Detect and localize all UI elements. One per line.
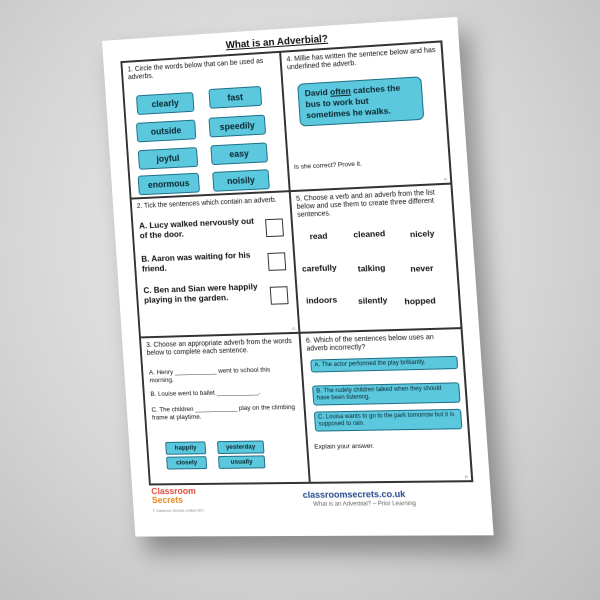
marks-label: R (464, 474, 469, 480)
copyright-text: © Classroom Secrets Limited 2017 (152, 508, 205, 513)
sentence-c: C. Ben and Sian were happily playing in the garden. (143, 281, 258, 305)
sentence-b: B. Louise went to ballet ____________. (150, 388, 261, 399)
marks-label: P (444, 176, 448, 182)
adverb-option: closely (166, 456, 207, 469)
underlined-adverb: often (329, 85, 352, 97)
question-3-prompt: 3. Choose an appropriate adverb from the words below to complete each sentence. (145, 338, 293, 357)
adverb-option: happily (165, 441, 206, 454)
question-6 (299, 328, 472, 483)
question-4-followup: Is she correct? Prove it. (293, 160, 363, 171)
sentence-a: A. Lucy walked nervously out of the door. (138, 215, 255, 241)
sentence-b: B. Aaron was waiting for his friend. (140, 249, 251, 274)
sentence-start: David (304, 86, 331, 99)
question-5 (290, 184, 462, 333)
question-grid (120, 40, 473, 485)
word-pill: speedily (208, 115, 266, 138)
word-option: read (309, 230, 328, 242)
sentence-end: catches the bus to work but sometimes he walks. (305, 82, 401, 121)
adverb-option: yesterday (217, 440, 265, 454)
word-pill: noisily (212, 169, 270, 192)
tick-box-c[interactable] (270, 286, 289, 305)
word-pill: easy (210, 142, 268, 165)
logo-line-1: Classroom (150, 485, 197, 497)
word-option: indoors (305, 294, 338, 306)
sentence-bubble (297, 76, 424, 126)
tick-box-a[interactable] (265, 218, 284, 237)
word-pill: outside (136, 120, 196, 143)
classroom-secrets-logo (151, 487, 197, 505)
question-4 (280, 41, 451, 191)
option-c[interactable]: C. Louisa wants to go to the park tomorrow but it is supposed to rain. (314, 409, 463, 432)
word-pill: enormous (138, 173, 200, 196)
question-5-prompt: 5. Choose a verb and an adverb from the list below and use them to create three different sentences. (295, 189, 435, 219)
adverb-option: usually (218, 455, 266, 469)
question-4-prompt: 4. Millie has written the sentence below and has underlined the adverb. (286, 46, 436, 72)
word-option: cleaned (353, 228, 386, 240)
logo-line-2: Secrets (151, 494, 184, 506)
worksheet-page (102, 17, 494, 537)
tick-box-b[interactable] (267, 252, 286, 271)
option-b[interactable]: B. The rudely children talked when they should have been listening. (312, 382, 461, 405)
question-1 (121, 52, 289, 199)
sentence-a: A. Henry ____________ went to school this morning. (148, 366, 271, 385)
word-option: carefully (301, 262, 337, 274)
word-option: talking (357, 262, 386, 274)
question-2 (131, 191, 300, 337)
word-option: hopped (404, 295, 437, 307)
question-6-followup: Explain your answer. (314, 442, 375, 451)
option-a[interactable]: A. The actor performed the play brilliantly. (310, 356, 458, 373)
sentence-c: C. The children ____________ play on the climbing frame at playtime. (151, 403, 296, 422)
word-pill: joyful (138, 147, 198, 170)
word-pill: clearly (136, 92, 195, 115)
footer-subtitle: What is an Adverbial? – Prior Learning (313, 501, 417, 508)
marks-label: G (291, 325, 296, 332)
word-option: silently (357, 294, 388, 306)
word-option: never (409, 262, 434, 274)
question-1-prompt: 1. Circle the words below that can be used as adverbs. (127, 57, 264, 82)
question-3 (140, 333, 310, 485)
worksheet-title: What is an Adverbial? (225, 33, 329, 52)
word-option: nicely (409, 228, 435, 240)
question-2-prompt: 2. Tick the sentences which contain an adverb. (136, 196, 277, 211)
question-6-prompt: 6. Which of the sentences below uses an adverb incorrectly? (305, 334, 434, 353)
footer-url[interactable]: classroomsecrets.co.uk (302, 488, 406, 500)
word-pill: fast (208, 86, 262, 109)
